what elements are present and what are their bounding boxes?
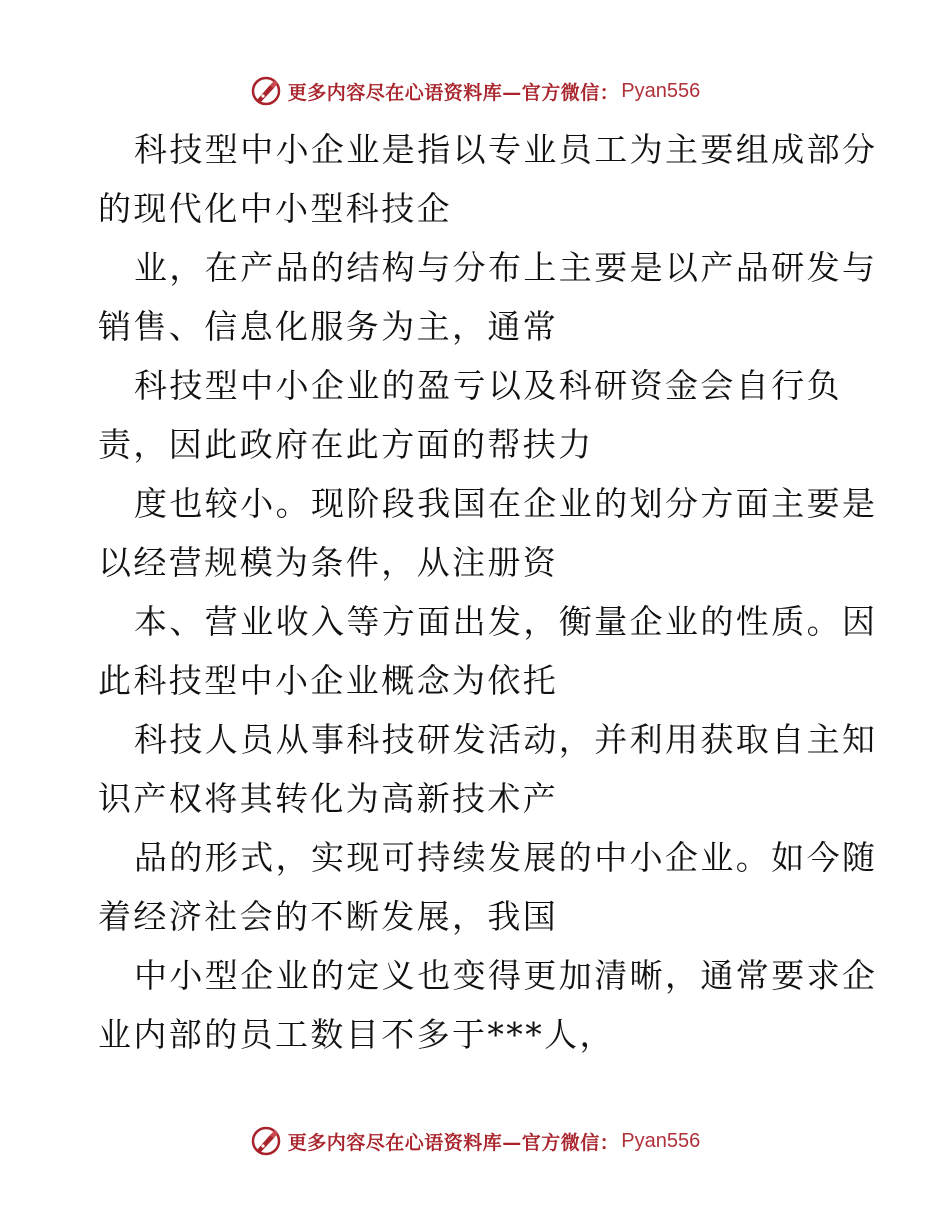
footer-watermark bbox=[0, 1121, 950, 1161]
watermark-wechat-id: Pyan556 bbox=[621, 1129, 701, 1152]
body-line: 科技型中小企业是指以专业员工为主要组成部分 bbox=[134, 130, 878, 169]
body-line: 科技型中小企业的盈亏以及科研资金会自行负 bbox=[134, 366, 842, 405]
body-line: 识产权将其转化为高新技术产 bbox=[98, 779, 559, 818]
body-line: 此科技型中小企业概念为依托 bbox=[98, 661, 559, 700]
body-line: 度也较小。现阶段我国在企业的划分方面主要是 bbox=[134, 484, 878, 523]
body-line: 科技人员从事科技研发活动，并利用获取自主知 bbox=[134, 720, 878, 759]
document-body bbox=[98, 120, 878, 1064]
watermark-text: 更多内容尽在心语资料库—官方微信： bbox=[287, 1131, 620, 1154]
header-watermark bbox=[0, 71, 950, 111]
body-line: 中小型企业的定义也变得更加清晰，通常要求企 bbox=[134, 956, 878, 995]
body-line: 品的形式，实现可持续发展的中小企业。如今随 bbox=[134, 838, 878, 877]
watermark-wechat-id: Pyan556 bbox=[621, 79, 701, 102]
body-line: 业内部的员工数目不多于***人， bbox=[98, 1015, 615, 1054]
body-line: 着经济社会的不断发展，我国 bbox=[98, 897, 559, 936]
pen-logo-icon bbox=[250, 75, 282, 107]
watermark-text: 更多内容尽在心语资料库—官方微信： bbox=[287, 81, 620, 104]
body-line: 责，因此政府在此方面的帮扶力 bbox=[98, 425, 594, 464]
body-line: 的现代化中小型科技企 bbox=[98, 189, 452, 228]
body-line: 以经营规模为条件，从注册资 bbox=[98, 543, 559, 582]
body-line: 销售、信息化服务为主，通常 bbox=[98, 307, 559, 346]
body-line: 本、营业收入等方面出发，衡量企业的性质。因 bbox=[134, 602, 878, 641]
body-line: 业，在产品的结构与分布上主要是以产品研发与 bbox=[134, 248, 878, 287]
pen-logo-icon bbox=[250, 1125, 282, 1157]
